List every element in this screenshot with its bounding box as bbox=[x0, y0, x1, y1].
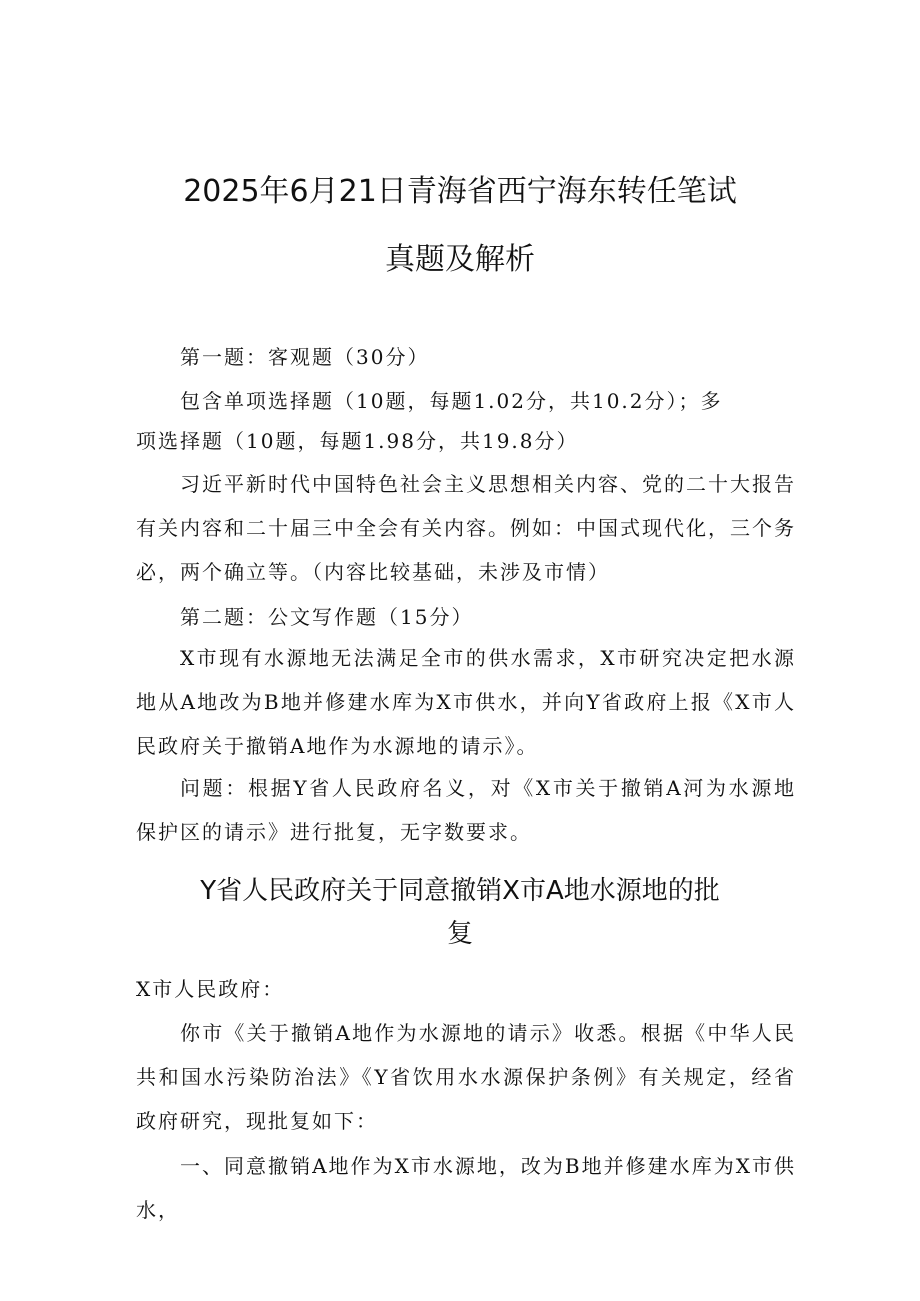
reply-title-line1: Y省人民政府关于同意撤销X市A地水源地的批 bbox=[200, 876, 720, 906]
section2-heading: 第二题：公文写作题（15分） bbox=[180, 605, 474, 629]
section2-question: 问题：根据Y省人民政府名义，对《X市关于撤销A河为水源地保护区的请示》进行批复，无字数要求。 bbox=[136, 776, 796, 844]
reply-addressee: X市人民政府： bbox=[136, 977, 285, 1001]
reply-body-paragraph2: 一、同意撤销A地作为X市水源地，改为B地并修建水库为X市供水， bbox=[136, 1154, 796, 1222]
section1-content: 习近平新时代中国特色社会主义思想相关内容、党的二十大报告有关内容和二十届三中全会有关内容。例如：中国式现代化，三个务必，两个确立等。（内容比较基础，未涉及市情） bbox=[136, 472, 796, 584]
section1-description-line1: 包含单项选择题（10题，每题1.02分，共10.2分）；多 bbox=[180, 389, 723, 413]
reply-title-line2: 复 bbox=[446, 919, 473, 949]
reply-body-paragraph1: 你市《关于撤销A地作为水源地的请示》收悉。根据《中华人民共和国水污染防治法》《Y省饮用水水源保护条例》有关规定，经省政府研究，现批复如下： bbox=[136, 1021, 796, 1133]
section1-description-line2: 项选择题（10题，每题1.98分，共19.8分） bbox=[136, 429, 579, 453]
section1-heading: 第一题：客观题（30分） bbox=[180, 345, 430, 369]
document-title-line1: 2025年6月21日青海省西宁海东转任笔试 bbox=[183, 174, 737, 209]
document-title-line2: 真题及解析 bbox=[385, 242, 535, 277]
section2-background: X市现有水源地无法满足全市的供水需求，X市研究决定把水源地从A地改为B地并修建水库为X市供水，并向Y省政府上报《X市人民政府关于撤销A地作为水源地的请示》。 bbox=[136, 646, 796, 758]
